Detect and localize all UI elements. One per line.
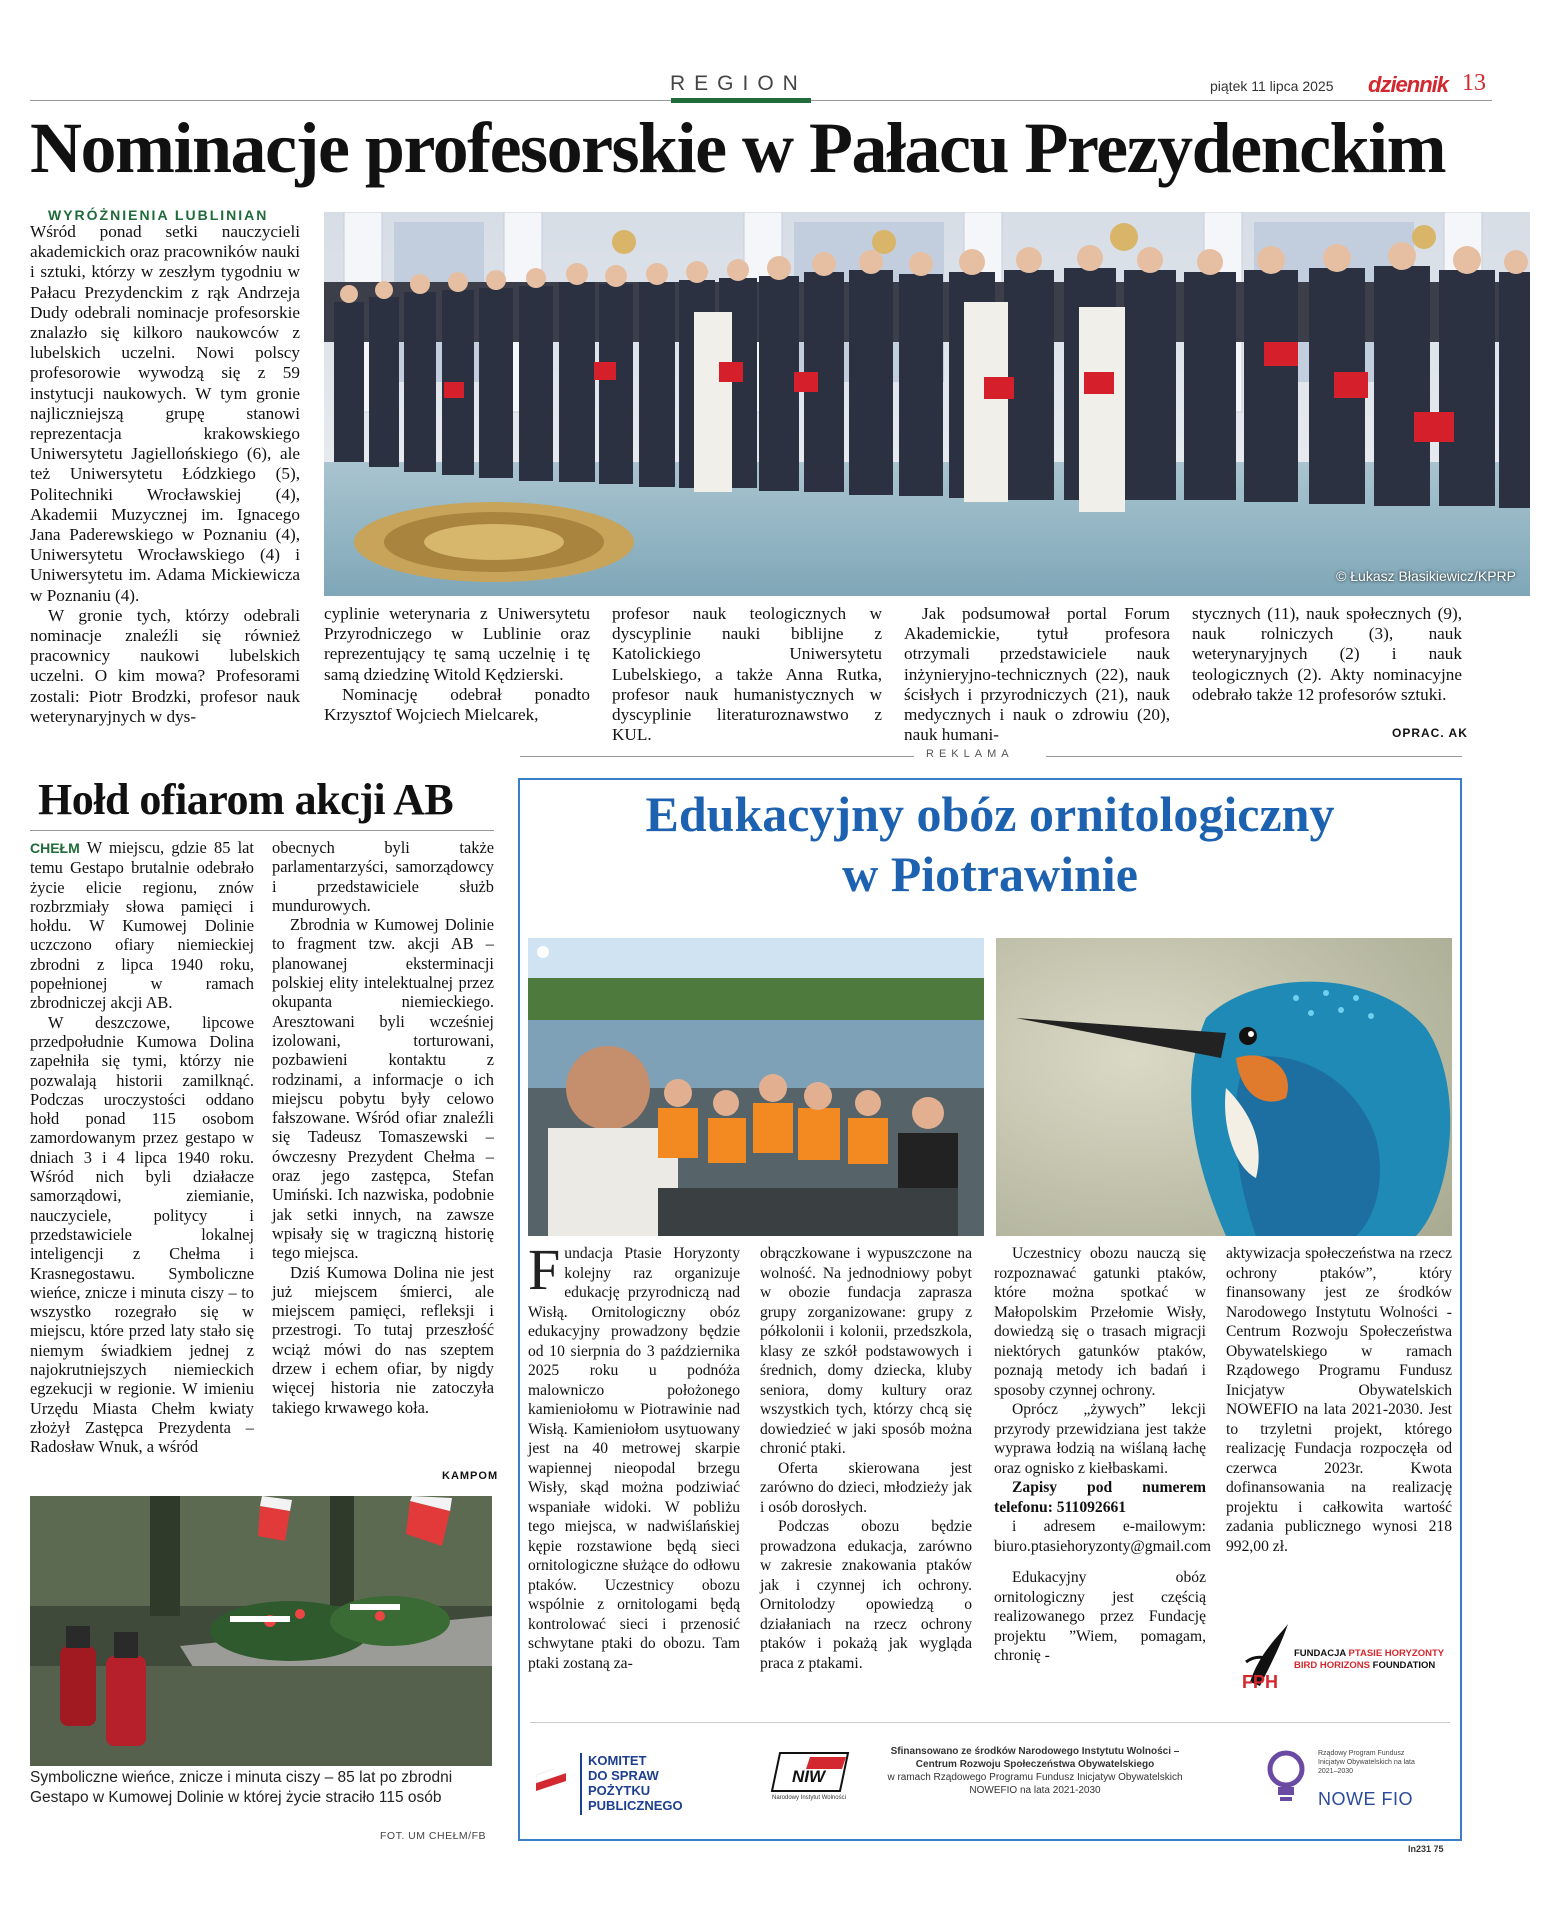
paragraph-text: undacja Ptasie Horyzonty kolejny raz organizuje edukację przyrodniczą nad Wisłą. Ornitologiczny obóz edukacyjny prowadzony będzie od 10 sierpnia do 3 października 2025 roku u podnóża malowniczo położonego kamieniołomu w Piotrawinie nad Wisłą. Kamieniołom usytuowany jest na 40 metrowej skarpie wapiennej nieopodal brzegu Wisły, skąd można podziwiać wspaniałe widoki. W pobliżu tego miejsca, w nadwiślańskiej kępie rozstawione będą sieci ornitologiczne służące do odłowu ptaków. Uczestnicy obozu wspólnie z ornitologami będą kontrolować sieci i przenosić schwytane ptaki do obozu. Tam ptaki zostaną za- [528, 1245, 740, 1672]
photo-credit-memorial: FOT. UM CHEŁM/FB [380, 1830, 487, 1842]
masthead [30, 62, 1530, 102]
komitet-logo-text: KOMITET DO SPRAW POŻYTKU PUBLICZNEGO [588, 1753, 683, 1813]
paragraph-phone: Zapisy pod numerem telefonu: 511092661 [994, 1479, 1206, 1516]
paragraph: Zbrodnia w Kumowej Dolinie to fragment tzw. akcji AB – planowanej eksterminacji polskiej elity intelektualnej przez okupanta niemieckiego. Aresztowani byli wcześniej izolowani, torturowani, pozbawieni kontaktu z rodzinami, a informacje o ich miejscu pobytu były celowo fałszowane. Wśród ofiar znaleźli się Tadeusz Tomaszewski – ówczesny Prezydent Chełma – oraz jego zastępca, Stefan Umiński. Ich nazwiska, podobnie jak setki innych, na zawsze wpisały się w tragiczną historię tego miejsca. [272, 915, 494, 1263]
section-underline [671, 98, 811, 103]
memorial-photo [30, 1496, 492, 1766]
paragraph: Oferta skierowana jest zarówno do dzieci, młodzieży jak i osób dorosłych. [760, 1459, 972, 1516]
fph-bird-horizons: BIRD HORIZONS [1294, 1660, 1373, 1671]
kingfisher-photo-art [996, 938, 1452, 1236]
ad-title-line2: w Piotrawinie [842, 846, 1138, 902]
issue-date: piątek 11 lipca 2025 [1210, 78, 1334, 94]
reklama-rule-right [1046, 756, 1462, 757]
paragraph: aktywizacja społeczeństwa na rzecz ochrony ptaków”, który finansowany jest ze środków Narodowego Instytutu Wolności - Centrum Rozwoju Społeczeństwa Obywatelskiego w ramach Rządowego Programu Fundusz Inicjatyw Obywatelskich NOWEFIO na lata 2021-2030. Jest to trzyletni projekt, którego realizację Fundacja rozpoczęła od czerwca 2023r. Kwota dofinansowania na realizację projektu i całkowita wartość zadania publicznego wynosi 218 992,00 zł. [1226, 1245, 1452, 1555]
poland-flag-icon [536, 1769, 566, 1795]
article2-rule [30, 830, 494, 831]
paragraph-email: i adresem e-mailowym: biuro.ptasiehoryzonty@gmail.com [994, 1518, 1212, 1555]
fph-ptasie: PTASIE HORYZONTY [1348, 1648, 1445, 1659]
paragraph: cyplinie weterynaria z Uniwersytetu Przyrodniczego w Lublinie oraz reprezentujący tę samą uczelnię i tę samą dziedzinę Witold Kędzierski. [324, 604, 590, 684]
boat-photo [528, 938, 984, 1236]
article1-col2 [324, 604, 590, 725]
fph-foundation-en: FOUNDATION [1372, 1660, 1436, 1671]
fph-mark: FPH [1242, 1672, 1278, 1692]
article1-col1 [30, 222, 300, 727]
dropcap: F [528, 1237, 561, 1302]
ad-title-line1: Edukacyjny obóz ornitologiczny [645, 786, 1335, 842]
paragraph: stycznych (11), nauk społecznych (9), nauk rolniczych (3), nauk weterynaryjnych (2) i nauk teologicznych (2). Akty nominacyjne odebrało także 12 profesorów sztuki. [1192, 604, 1462, 704]
byline-ab: KAMPOM [442, 1470, 499, 1482]
paragraph [30, 838, 254, 1013]
kingfisher-photo [996, 938, 1452, 1236]
fio-bulb-icon [1266, 1749, 1310, 1807]
paragraph: Jak podsumował portal Forum Akademickie, tytuł profesora otrzymali przedstawiciele nauk inżynieryjno-technicznych (22), nauk ścisłych i przyrodniczych (21), nauk medycznych i nauk o zdrowiu (20), nauk humani- [904, 604, 1170, 745]
paragraph [528, 1237, 740, 1673]
paragraph: Dziś Kumowa Dolina nie jest już miejscem śmierci, ale miejscem pamięci, refleksji i przestrogi. To tutaj przeszłość wciąż mówi do nas szeptem drzew i echem ofiar, by nigdy więcej historia nie zatoczyła takiego krwawego koła. [272, 1262, 494, 1417]
paragraph: obecnych byli także parlamentarzyści, samorządowcy i przedstawiciele służb mundurowych. [272, 838, 494, 915]
ceremony-photo [324, 212, 1530, 596]
paragraph: Podczas obozu będzie prowadzona edukacja, zarówno w zakresie znakowania ptaków jak i czynnej ich ochrony. Ornitolodzy opowiedzą o działaniach na rzecz ochrony ptaków i pokażą jak wygląda praca z ptakami. [760, 1518, 972, 1672]
ad-col2 [760, 1244, 972, 1673]
article-title-nominations: Nominacje profesorskie w Pałacu Prezydenckim [30, 108, 1446, 188]
paragraph: W gronie tych, którzy odebrali nominacje znaleźli się również pracownicy naukowi lubelskich uczelni. O kim mowa? Profesorami zostali: Piotr Brodzki, profesor nauk weterynaryjnych w dys- [30, 605, 300, 726]
brand-logo: dziennik [1368, 72, 1449, 97]
ad-code: ln231 75 [1408, 1844, 1444, 1854]
niw-logo-text: NIW [792, 1767, 826, 1786]
fph-line1 [1294, 1648, 1444, 1660]
reklama-label: REKLAMA [926, 748, 1014, 760]
memorial-photo-art [30, 1496, 492, 1766]
fph-line2 [1294, 1660, 1444, 1672]
paragraph: profesor nauk teologicznych w dyscyplinie nauki biblijne z Katolickiego Uniwersytetu Lubelskiego, a także Anna Rutka, profesor nauk humanistycznych w dyscyplinie literaturoznawstwo z KUL. [612, 604, 882, 745]
byline-nominations: OPRAC. AK [1392, 726, 1468, 740]
fio-small: Rządowy Program Fundusz Inicjatyw Obywatelskich na lata 2021–2030 [1318, 1750, 1415, 1775]
fio-big: NOWE FIO [1318, 1789, 1413, 1809]
funding-bar [530, 1722, 1450, 1833]
boat-photo-art [528, 938, 984, 1236]
article2-col2 [272, 838, 494, 1417]
photo-credit-ceremony: © Łukasz Błasikiewicz/KPRP [1336, 568, 1516, 584]
ad-col1 [528, 1237, 740, 1673]
ceremony-photo-art [324, 212, 1530, 596]
funding-rest: w ramach Rządowego Programu Fundusz Inicjatyw Obywatelskich NOWEFIO na lata 2021-2030 [887, 1772, 1183, 1796]
kicker-nominations: WYRÓŻNIENIA LUBLINIAN [48, 207, 269, 223]
article-title-ab: Hołd ofiarom akcji AB [38, 775, 454, 824]
ad-col3 [994, 1244, 1212, 1666]
paragraph: obrączkowane i wypuszczone na wolność. Na jednodniowy pobyt w obozie fundacja zaprasza grupy zorganizowane: grupy z półkolonii i kolonii, przedszkola, klasy ze szkół podstawowych i średnich, domy dziecka, kluby seniora, domy kultury oraz wszystkich tych, którzy chcą się dowiedzieć w jaki sposób można chronić ptaki. [760, 1245, 972, 1457]
paragraph: Wśród ponad setki nauczycieli akademickich oraz pracowników nauki i sztuki, którzy w zeszłym tygodniu w Pałacu Prezydenckim z rąk Andrzeja Dudy odebrali nominacje profesorskie znalazło się kilkoro naukowców z lubelskich uczelni. Nowi polscy profesorowie wywodzą się z 59 instytucji naukowych. W tym gronie najliczniejszą grupę stanowi reprezentacja krakowskiego Uniwersytetu Jagiellońskiego (6), ale też Uniwersytetu Łódzkiego (5), Politechniki Wrocławskiej (4), Akademii Muzycznej im. Ignacego Jana Paderewskiego w Poznaniu (4), Uniwersytetu Wrocławskiego (4) i Uniwersytetu im. Adama Mickiewicza w Poznaniu (4). [30, 222, 300, 605]
ad-col4 [1226, 1244, 1452, 1556]
article1-col4 [904, 604, 1170, 745]
article1-col5 [1192, 604, 1462, 705]
funding-bold: Sfinansowano ze środków Narodowego Instytutu Wolności – Centrum Rozwoju Społeczeństwa Obywatelskiego [890, 1746, 1180, 1770]
article1-col3 [612, 604, 882, 745]
reklama-rule-left [520, 756, 914, 757]
section-label: REGION [670, 72, 807, 95]
paragraph-text: W miejscu, gdzie 85 lat temu Gestapo brutalnie odebrało życie elicie regionu, znów rozbrzmiały słowa pamięci i hołdu. W Kumowej Dolinie uczczono ofiary niemieckiej zbrodni z lipca 1940 roku, popełnionej w ramach zbrodniczej akcji AB. [30, 838, 254, 1013]
paragraph: Nominację odebrał ponadto Krzysztof Wojciech Mielcarek, [324, 684, 590, 725]
fph-foundation-pl: FUNDACJA [1294, 1648, 1349, 1659]
paragraph: Edukacyjny obóz ornitologiczny jest częścią realizowanego przez Fundację projektu ”Wiem, pomagam, chronię - [994, 1569, 1206, 1664]
ad-title [520, 784, 1460, 904]
fph-logo [1240, 1622, 1460, 1692]
article2-col1 [30, 838, 254, 1457]
page-number: 13 [1462, 70, 1486, 96]
paragraph: Uczestnicy obozu nauczą się rozpoznawać gatunki ptaków, które można spotkać w Małopolskim Przełomie Wisły, dowiedzą się o trasach migracji niektórych gatunków ptaków, poznają metody ich badań i sposoby czynnej ochrony. [994, 1245, 1206, 1399]
paragraph: Oprócz „żywych” lekcji przyrody przewidziana jest także wyprawa łodzią na wiślaną łachę oraz ognisko z kiełbaskami. [994, 1401, 1206, 1477]
fph-name [1294, 1648, 1444, 1672]
paragraph: W deszczowe, lipcowe przedpołudnie Kumowa Dolina zapełniła się tymi, którzy nie pozwalają historii zamilknąć. Podczas uroczystości oddano hołd ponad 115 osobom zamordowanym przez gestapo w dniach 3 i 4 lipca 1940 roku. Wśród nich byli działacze samorządowi, ziemianie, nauczyciele, politycy i przedstawiciele lokalnej inteligencji z Chełma i Krasnegostawu. Symboliczne wieńce, znicze i minuta ciszy – to wszystko rozegrało się w miejscu, które przed laty stało się niemym świadkiem jednej z najokrutniejszych niemieckich egzekucji w regionie. W imieniu Urzędu Miasta Chełm kwiaty złożył Zastępca Prezydenta – Radosław Wnuk, a wśród [30, 1012, 254, 1457]
komitet-divider [580, 1753, 582, 1815]
kicker-chelm: CHEŁM [30, 840, 80, 856]
niw-logo-sub: Narodowy Instytut Wolności [772, 1795, 846, 1801]
memorial-caption: Symboliczne wieńce, znicze i minuta ciszy – 85 lat po zbrodni Gestapo w Kumowej Dolinie w której życie straciło 115 osób [30, 1769, 453, 1806]
funding-text [870, 1745, 1200, 1797]
